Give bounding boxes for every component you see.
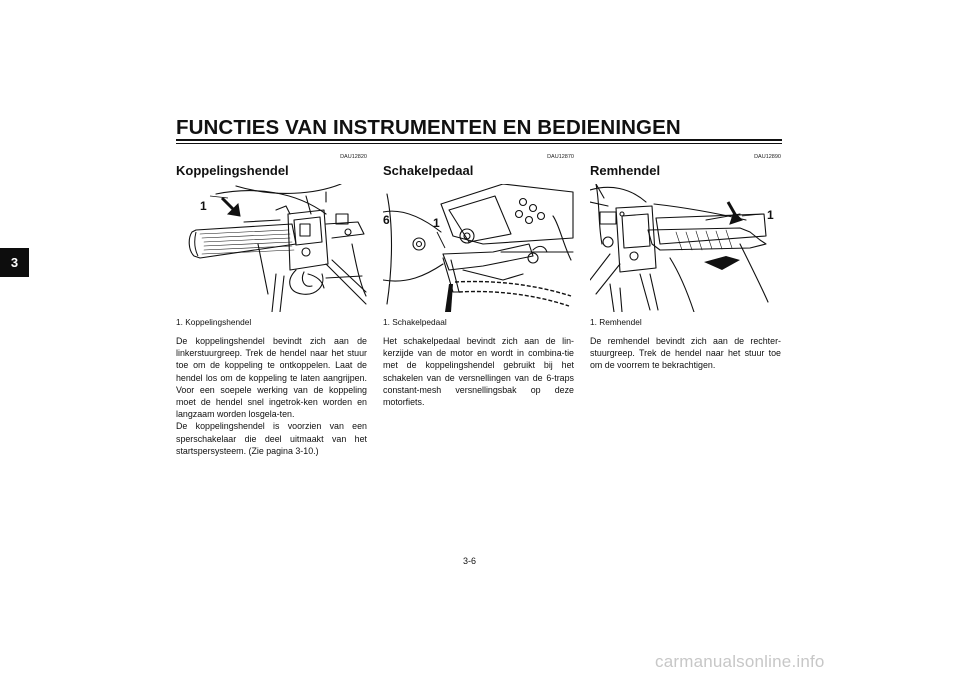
callout-number: 1 (200, 199, 207, 213)
brake-lever-illustration (590, 184, 781, 312)
callout-number: 1 (433, 216, 440, 230)
figure-caption: 1. Remhendel (590, 317, 642, 327)
clutch-lever-illustration (176, 184, 367, 312)
paragraph: De remhendel bevindt zich aan de rechter-stuurgreep. Trek de hendel naar het stuur toe om de voorrem te bekrachtigen. (590, 336, 781, 371)
section-koppelingshendel (176, 153, 367, 457)
section-code: DAU12820 (340, 154, 367, 160)
callout-number: 1 (767, 208, 774, 222)
shift-pedal-drawing (383, 184, 574, 312)
down-arrow-icon (222, 198, 240, 216)
ring-glyph-icon: 6 (383, 213, 390, 227)
section-code: DAU12870 (547, 154, 574, 160)
paragraph: De koppelingshendel bevindt zich aan de linkerstuurgreep. Trek de hendel naar het stuur toe om de koppeling te ontkoppelen. Laat de hendel los om de koppeling te laten aangrijpen. Voor een soepele werking van de koppeling moet de hendel snel ingetrok-ken worden en langzaam worden losgela-ten. (176, 336, 367, 420)
shift-pedal-illustration (383, 184, 574, 312)
header-rule-thick (176, 139, 782, 141)
down-arrow-icon (728, 202, 742, 224)
page-title: FUNCTIES VAN INSTRUMENTEN EN BEDIENINGEN (176, 116, 681, 139)
brake-lever-drawing (590, 184, 781, 312)
watermark[interactable]: carmanualsonline.info (655, 652, 825, 671)
figure-caption: 1. Schakelpedaal (383, 317, 447, 327)
page-number: 3-6 (463, 556, 477, 566)
header-rule-thin (176, 143, 782, 144)
paragraph: De koppelingshendel is voorzien van een sperschakelaar die deel uitmaakt van het startspersysteem. (Zie pagina 3-10.) (176, 421, 367, 456)
paragraph: Het schakelpedaal bevindt zich aan de lin-kerzijde van de motor en wordt in combina-tie met de koppelingshendel gebruikt bij het schakelen van de versnellingen van de 6-traps constant-mesh versnellingsbak op deze motorfiets. (383, 336, 574, 408)
section-code: DAU12890 (754, 154, 781, 160)
section-heading: Koppelingshendel (176, 163, 289, 178)
section-heading: Schakelpedaal (383, 163, 474, 178)
section-heading: Remhendel (590, 163, 661, 178)
section-schakelpedaal (383, 153, 574, 408)
section-body (176, 335, 367, 457)
section-remhendel (590, 153, 781, 372)
section-body (590, 335, 781, 372)
section-body (383, 335, 574, 408)
chapter-tab[interactable]: 3 (0, 248, 29, 277)
figure-caption: 1. Koppelingshendel (176, 317, 252, 327)
